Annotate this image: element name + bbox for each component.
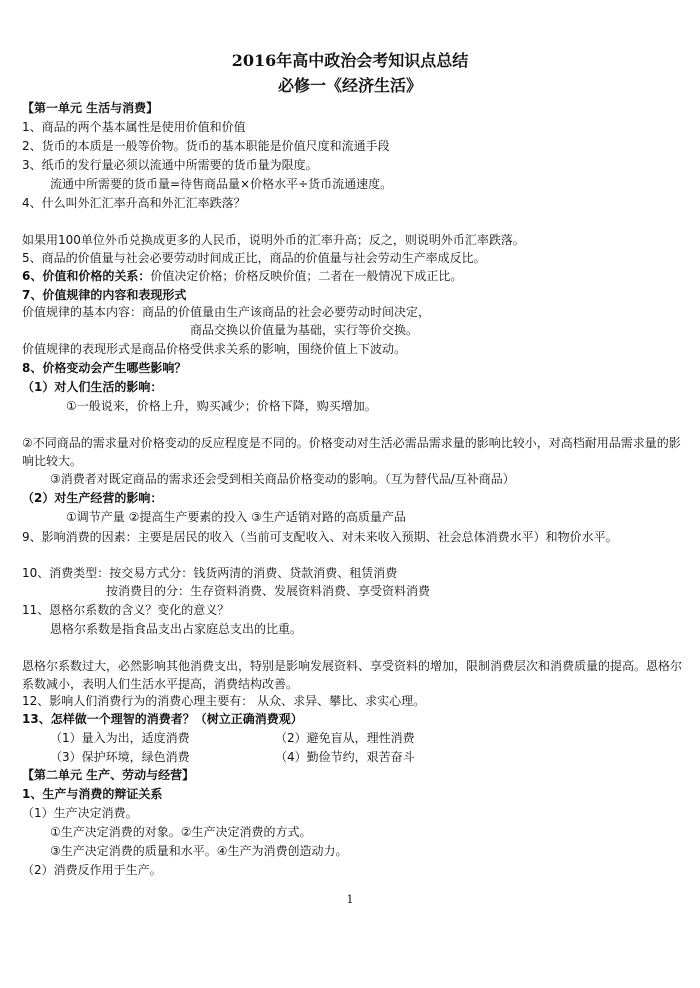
- item-8-sub-1: （1）对人们生活的影响：: [22, 380, 163, 394]
- unit1-item-11: 11、恩格尔系数的含义？变化的意义？: [22, 603, 230, 617]
- money-formula: 流通中所需要的货币量=待售商品量×价格水平÷货币流通速度。: [50, 177, 393, 191]
- item-10-purpose: 按消费目的分：生存资料消费、发展资料消费、享受资料消费: [106, 584, 431, 598]
- unit1-item-5: 5、商品的价值量与社会必要劳动时间成正比，商品的价值量与社会劳动生产率成反比。: [22, 251, 486, 265]
- unit2-item-1-sub-1: （1）生产决定消费。: [22, 806, 138, 820]
- unit2-item-1-sub-1b: ③生产决定消费的质量和水平。④生产为消费创造动力。: [50, 844, 348, 858]
- value-law-content-cont: 商品交换以价值量为基础，实行等价交换。: [190, 323, 419, 337]
- unit1-item-1: 1、商品的两个基本属性是使用价值和价值: [22, 120, 246, 134]
- engel-meaning: 恩格尔系数过大，必然影响其他消费支出，特别是影响发展资料、享受资料的增加，限制消费层次和消费质量的提高。恩格尔系数减小，表明人们生活水平提高，消费结构改善。: [22, 659, 683, 691]
- item-13-a: （1）量入为出，适度消费: [50, 731, 190, 745]
- unit2-item-1-sub-2: （2）消费反作用于生产。: [22, 863, 162, 877]
- document-title: 2016年高中政治会考知识点总结: [231, 51, 469, 70]
- unit1-item-7: 7、价值规律的内容和表现形式: [22, 288, 187, 302]
- unit1-item-2: 2、货币的本质是一般等价物。货币的基本职能是价值尺度和流通手段: [22, 139, 390, 153]
- page-number: 1: [346, 893, 354, 906]
- unit1-item-10: 10、消费类型：按交易方式分：钱货两清的消费、贷款消费、租赁消费: [22, 566, 398, 580]
- unit2-item-1-sub-1a: ①生产决定消费的对象。②生产决定消费的方式。: [50, 825, 312, 839]
- unit2-header: 【第二单元 生产、劳动与经营】: [22, 768, 195, 782]
- unit1-header: 【第一单元 生活与消费】: [22, 101, 159, 115]
- item-6-heading: 6、价值和价格的关系：: [22, 269, 151, 283]
- exchange-rate-answer: 如果用100单位外币兑换成更多的人民币，说明外币的汇率升高；反之，则说明外币汇率跌落。: [22, 233, 525, 247]
- unit1-item-8: 8、价格变动会产生哪些影响？: [22, 361, 187, 375]
- item-8-sub-1c: ③消费者对既定商品的需求还会受到相关商品价格变动的影响。（互为替代品/互补商品）: [50, 472, 515, 486]
- unit1-item-3: 3、纸币的发行量必须以流通中所需要的货币量为限度。: [22, 158, 318, 172]
- unit1-item-12: 12、影响人们消费行为的消费心理主要有： 从众、求异、攀比、求实心理。: [22, 694, 426, 708]
- document-subtitle: 必修一《经济生活》: [277, 76, 422, 95]
- item-13-d: （4）勤俭节约，艰苦奋斗: [275, 750, 415, 764]
- unit1-item-4: 4、什么叫外汇汇率升高和外汇汇率跌落？: [22, 196, 246, 210]
- item-6-body: 价值决定价格；价格反映价值；二者在一般情况下成正比。: [150, 269, 463, 283]
- unit1-item-6: [22, 269, 682, 284]
- unit1-item-13: 13、怎样做一个理智的消费者？（树立正确消费观）: [22, 712, 303, 726]
- value-law-content: 价值规律的基本内容：商品的价值量由生产该商品的社会必要劳动时间决定，: [22, 305, 431, 319]
- item-8-sub-2a: ①调节产量 ②提高生产要素的投入 ③生产适销对路的高质量产品: [66, 510, 406, 524]
- item-8-sub-1b: ②不同商品的需求量对价格变动的反应程度是不同的。价格变动对生活必需品需求量的影响比较小，对高档耐用品需求量的影响比较大。: [22, 436, 681, 468]
- item-13-b: （2）避免盲从，理性消费: [275, 731, 415, 745]
- value-law-form: 价值规律的表现形式是商品价格受供求关系的影响，围绕价值上下波动。: [22, 342, 407, 356]
- engel-definition: 恩格尔系数是指食品支出占家庭总支出的比重。: [50, 622, 303, 636]
- unit1-item-9: 9、影响消费的因素：主要是居民的收入（当前可支配收入、对未来收入预期、社会总体消费水平）和物价水平。: [22, 530, 618, 544]
- item-8-sub-2: （2）对生产经营的影响：: [22, 491, 163, 505]
- item-8-sub-1a: ①一般说来，价格上升，购买减少；价格下降，购买增加。: [66, 399, 377, 413]
- unit2-item-1: 1、生产与消费的辩证关系: [22, 787, 163, 801]
- item-13-c: （3）保护环境，绿色消费: [50, 750, 190, 764]
